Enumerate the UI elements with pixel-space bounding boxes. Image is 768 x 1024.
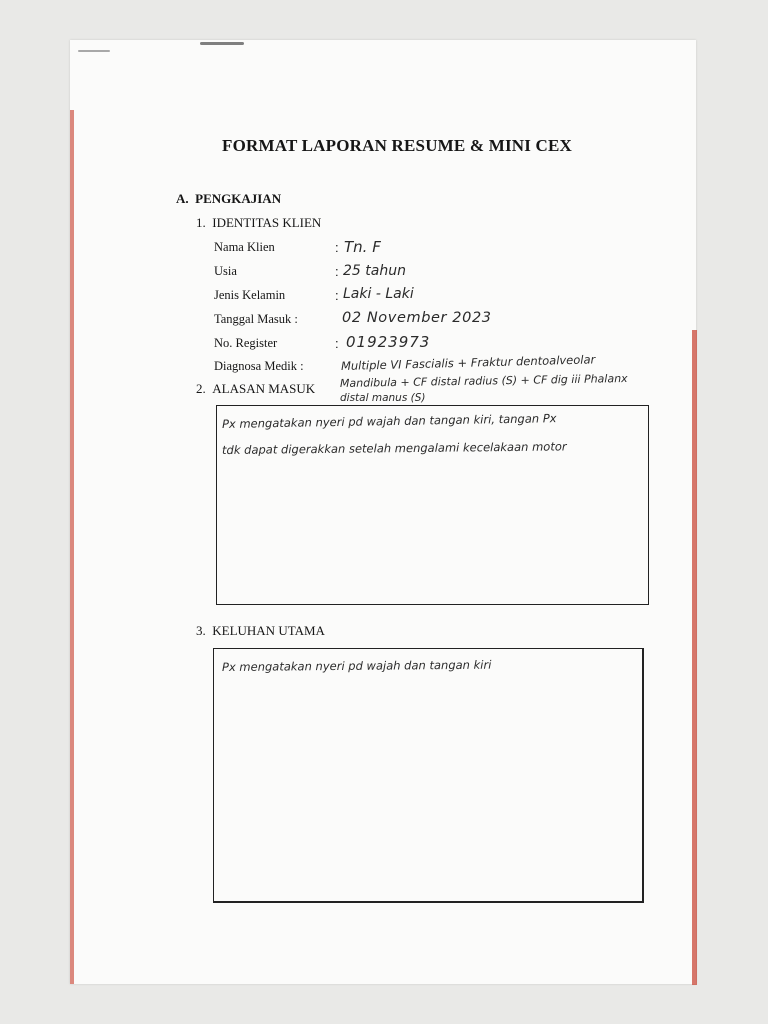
colon: : — [335, 240, 339, 255]
page-edge-left — [70, 110, 74, 984]
page-edge-right — [692, 330, 697, 985]
field-value-usia: 25 tahun — [343, 263, 406, 279]
colon: : — [335, 264, 339, 279]
field-label-usia: Usia — [214, 264, 237, 278]
field-value-nama: Tn. F — [344, 238, 381, 256]
keluhan-utama-line1: Px mengatakan nyeri pd wajah dan tangan kiri — [221, 657, 492, 674]
field-value-diagnosa-line1: Multiple VI Fascialis + Fraktur dentoalveolar — [340, 352, 596, 373]
field-label-no-register: No. Register — [214, 336, 278, 350]
alasan-masuk-line2: tdk dapat digerakkan setelah mengalami kecelakaan motor — [221, 439, 567, 457]
colon: : — [335, 288, 339, 303]
keluhan-utama-heading: 3. KELUHAN UTAMA — [196, 623, 325, 638]
scan-mark — [200, 42, 244, 45]
form-title: FORMAT LAPORAN RESUME & MINI CEX — [222, 136, 573, 155]
field-value-jenis-kelamin: Laki - Laki — [343, 286, 414, 302]
field-value-diagnosa-line3: distal manus (S) — [340, 392, 426, 404]
identitas-heading: 1. IDENTITAS KLIEN — [196, 215, 322, 230]
section-heading: A. PENGKAJIAN — [176, 191, 282, 206]
field-label-jenis-kelamin: Jenis Kelamin — [214, 288, 286, 302]
alasan-masuk-heading: 2. ALASAN MASUK — [196, 381, 316, 396]
field-label-diagnosa: Diagnosa Medik : — [214, 359, 304, 373]
alasan-masuk-line1: Px mengatakan nyeri pd wajah dan tangan kiri, tangan Px — [221, 411, 557, 431]
scan-mark — [78, 50, 110, 52]
field-label-nama: Nama Klien — [214, 240, 275, 254]
field-value-tanggal-masuk: 02 November 2023 — [342, 310, 492, 326]
keluhan-utama-box — [213, 648, 644, 903]
colon: : — [335, 336, 339, 351]
alasan-masuk-box — [216, 405, 649, 605]
field-value-diagnosa-line2: Mandibula + CF distal radius (S) + CF dig iii Phalanx — [339, 371, 628, 390]
field-label-tanggal-masuk: Tanggal Masuk : — [214, 312, 298, 326]
field-value-no-register: 01923973 — [346, 333, 431, 351]
